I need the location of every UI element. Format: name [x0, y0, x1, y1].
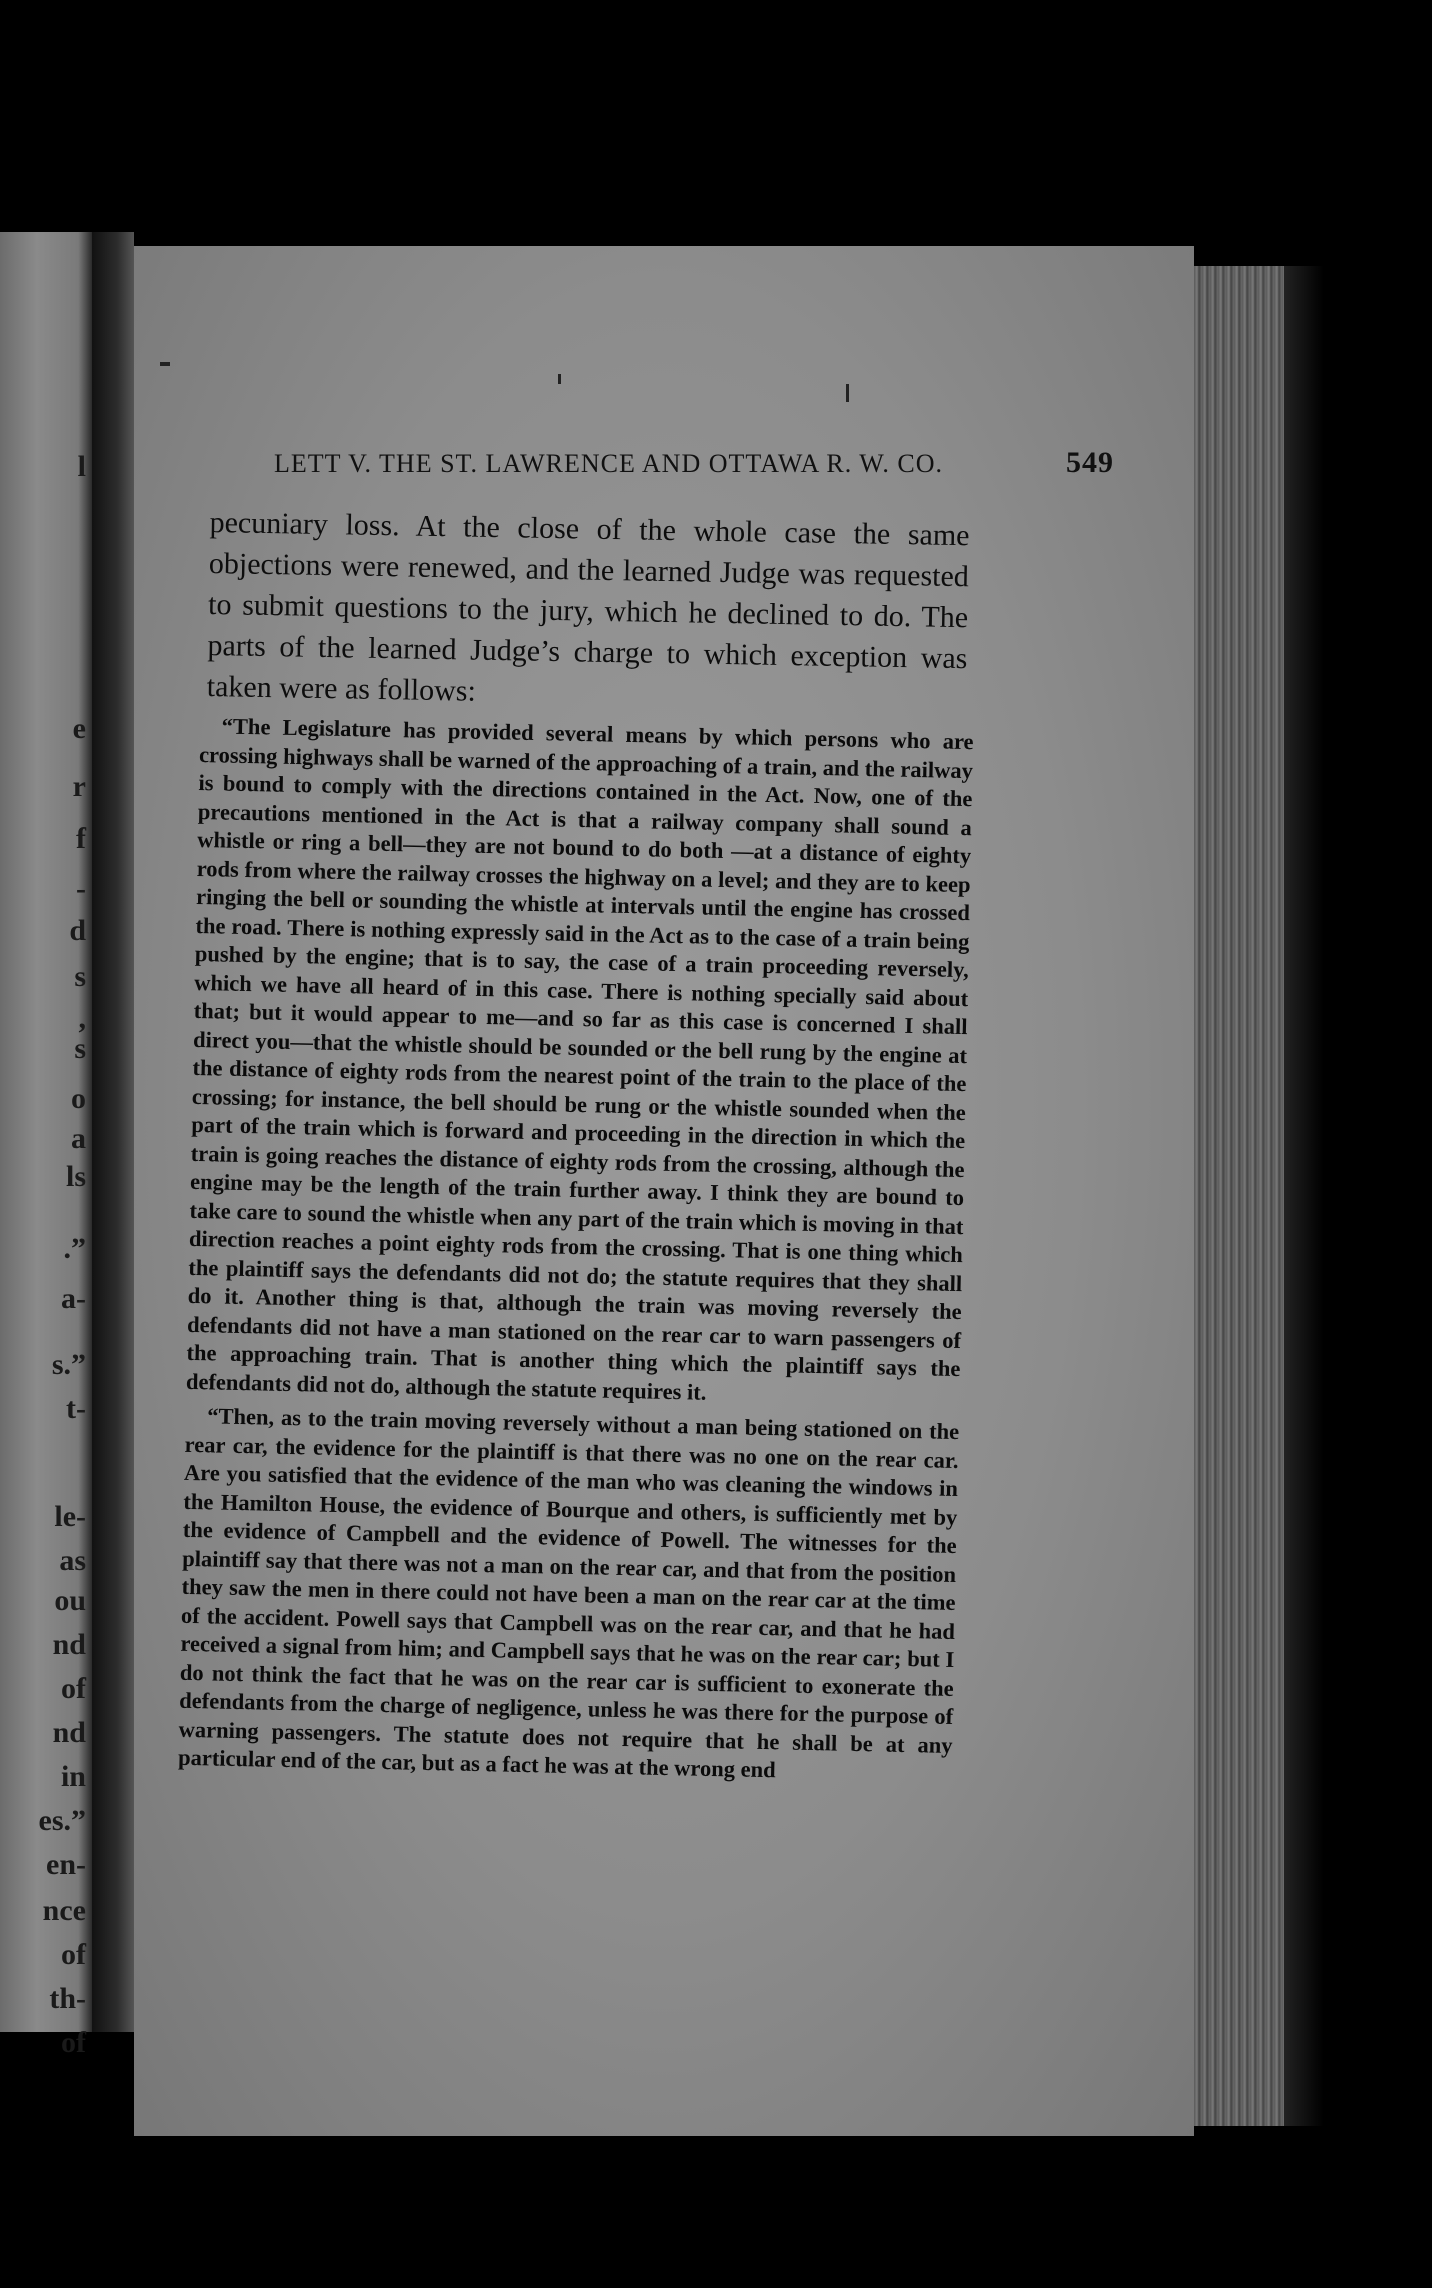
fragment: - [76, 872, 86, 905]
fragment: a- [61, 1282, 86, 1315]
print-speck [160, 362, 170, 366]
print-speck [558, 374, 561, 384]
fragment: in [60, 1760, 86, 1793]
book-page [134, 246, 1194, 2136]
fragment: es.” [38, 1804, 86, 1837]
fragment: o [71, 1082, 86, 1115]
paragraph-text: pecuniary loss. At the close of the whole case the same objections were renewed, and the learned Judge was requested to submit questions to the jury, which he declined to do. The parts of the learned Judge’s charge to which exception was taken were as follows: [206, 505, 970, 708]
fragment: f [76, 822, 86, 855]
fragment: nd [52, 1628, 86, 1661]
fragment: nce [42, 1894, 86, 1927]
fragment: of [61, 2026, 86, 2059]
fragment: , [78, 1002, 86, 1035]
fragment: r [72, 770, 86, 803]
fragment: a [71, 1122, 86, 1155]
fragment: en- [46, 1848, 86, 1881]
fragment: of [61, 1938, 86, 1971]
book-gutter [92, 232, 134, 2032]
fragment: l [77, 450, 86, 483]
page-edges [1194, 266, 1284, 2126]
running-title: LETT V. THE ST. LAWRENCE AND OTTAWA R. W. CO. [274, 449, 944, 478]
fragment: ou [54, 1584, 86, 1617]
fragment: s [74, 1032, 86, 1065]
body-paragraph [206, 502, 969, 720]
fragment: .” [63, 1232, 86, 1265]
quote-paragraph-1: “The Legislature has provided several means by which persons who are crossing highways shall be warned of the approaching of a train, and the railway is bound to comply with the directions contained in the Act. Now, one of the precautions mentioned in the Act is that a railway company shall sound a whistle or ring a bell—they are not bound to do both —at a distance of eighty rods from where the railway crosses the highway on a level; and they are to keep ringing the bell or sounding the whistle at intervals until the engine has crossed the road. There is nothing expressly said in the Act as to the case of a train being pushed by the engine; that is to say, the case of a train proceeding reversely, which we have all heard of in this case. There is nothing specially said about that; but it would appear to me—and so far as this case is concerned I shall direct you—that the whistle should be sounded or the bell rung by the engine at the distance of eighty rods from the nearest point of the train to the place of the crossing; for instance, the bell should be rung or the whistle sounded when the part of the train which is forward and proceeding in the direction in which the train is going reaches the distance of eighty rods from the crossing, although the engine may be the length of the train further away. I think they are bound to take care to sound the whistle when any part of the train which is moving in that direction reaches a point eighty rods from the crossing. That is one thing which the plaintiff says the defendants did not do; the statute requires that they shall do it. Another thing is that, although the train was moving reversely the defendants did not have a man stationed on the rear car to warn passengers of the approaching train. That is another thing which the plaintiff says the defendants did not do, although the statute requires it. [185, 713, 974, 1405]
fragment: s.” [51, 1348, 86, 1381]
fragment: of [61, 1672, 86, 1705]
fragment: as [59, 1544, 86, 1577]
adjacent-page-sliver [0, 232, 92, 2059]
fragment: nd [52, 1716, 86, 1749]
fragment: le- [54, 1500, 86, 1533]
fragment: th- [49, 1982, 86, 2015]
fragment: d [69, 914, 86, 947]
print-speck [846, 384, 849, 402]
page-number: 549 [1066, 446, 1114, 479]
book-cover-edge [1284, 266, 1324, 2126]
judge-charge-quote [178, 712, 974, 1788]
fragment: e [72, 712, 86, 745]
quote-paragraph-2: “Then, as to the train moving reversely without a man being stationed on the rear car, the evidence for the plaintiff is that there was no one on the rear car. Are you satisfied that the evidence of the man who was cleaning the windows in the Hamilton House, the evidence of Bourque and others, is sufficiently met by the evidence of Campbell and the evidence of Powell. The witnesses for the plaintiff say that there was not a man on the rear car, and that from the position they saw the men in there could not have been a man on the rear car at the time of the accident. Powell says that Campbell was on the rear car, and that he had received a signal from him; and Campbell says that he was on the rear car; but I do not think the fact that he was on the rear car is sufficient to exonerate the defendants from the charge of negligence, unless he was there for the purpose of warning passengers. The statute does not require that he shall be at any particular end of the car, but as a fact he was at the wrong end [177, 1403, 960, 1783]
running-header [274, 446, 1114, 490]
fragment: ls [65, 1160, 86, 1193]
fragment: s [74, 960, 86, 993]
fragment: t- [66, 1392, 86, 1425]
